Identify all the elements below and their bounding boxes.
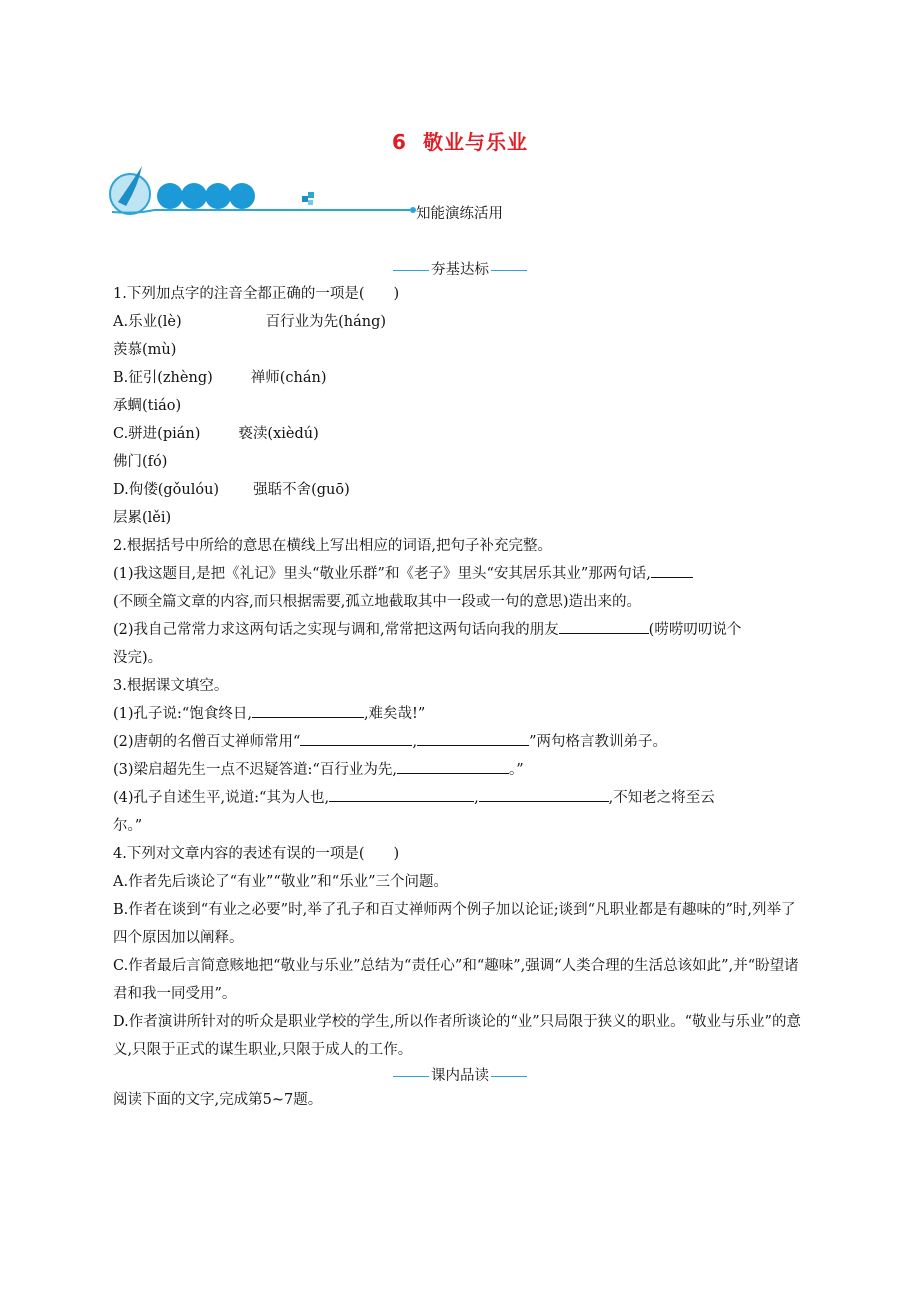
answer-blank[interactable] — [329, 785, 474, 802]
q1-option-c: C.骈进(pián) 亵渎(xièdú) — [113, 426, 319, 442]
answer-blank[interactable] — [479, 785, 609, 802]
q1-option-d: D.佝偻(gǒulóu) 强聒不舍(guō) — [113, 482, 350, 498]
q1-stem: 1.下列加点字的注音全都正确的一项是( ) — [113, 286, 400, 302]
banner-label: 知能演练活用 — [416, 206, 503, 222]
q1-option-b-cont: 承蜩(tiáo) — [113, 398, 182, 414]
exercise-content — [113, 280, 808, 1064]
q2-item-2-cont: 没完)。 — [113, 650, 163, 666]
reading-intro: 阅读下面的文字,完成第5~7题。 — [113, 1092, 323, 1108]
q1-option-b: B.征引(zhèng) 禅师(chán) — [113, 370, 327, 386]
section-heading-basic: 夯基达标 — [0, 258, 920, 279]
q2-item-1-cont: (不顾全篇文章的内容,而只根据需要,孤立地截取其中一段或一句的意思)造出来的。 — [113, 594, 642, 610]
q2-stem: 2.根据括号中所给的意思在横线上写出相应的词语,把句子补充完整。 — [113, 538, 552, 554]
q3-item-1: (1)孔子说:“饱食终日, ,难矣哉!” — [113, 700, 808, 728]
q4-option-d: D.作者演讲所针对的听众是职业学校的学生,所以作者所谈论的“业”只局限于狭义的职业。“敬业与乐业”的意义,只限于正式的谋生职业,只限于成人的工作。 — [113, 1014, 801, 1058]
q1-option-d-cont: 层累(lěi) — [113, 510, 172, 526]
section-heading-reading: 课内品读 — [0, 1064, 920, 1085]
answer-blank[interactable] — [397, 757, 509, 774]
q4-stem: 4.下列对文章内容的表述有误的一项是( ) — [113, 846, 400, 862]
q1-option-a-cont: 羡慕(mù) — [113, 342, 177, 358]
q1-option-a: A.乐业(lè) 百行业为先(háng) — [113, 314, 387, 330]
q3-item-4: (4)孔子自述生平,说道:“其为人也, , ,不知老之将至云 — [113, 784, 808, 812]
q3-stem: 3.根据课文填空。 — [113, 678, 229, 694]
answer-blank[interactable] — [417, 729, 529, 746]
q3-item-2: (2)唐朝的名僧百丈禅师常用“ , ”两句格言教训弟子。 — [113, 728, 808, 756]
answer-blank[interactable] — [559, 617, 649, 634]
q4-option-a: A.作者先后谈论了“有业”“敬业”和“乐业”三个问题。 — [113, 874, 449, 890]
q2-item-2: (2)我自己常常力求这两句话之实现与调和,常常把这两句话向我的朋友 (唠唠叨叨说个 — [113, 616, 808, 644]
answer-blank[interactable] — [252, 701, 364, 718]
answer-blank[interactable] — [300, 729, 412, 746]
lesson-number: 6 — [392, 130, 407, 154]
answer-blank[interactable] — [651, 561, 693, 578]
q2-item-1: (1)我这题目,是把《礼记》里头“敬业乐群”和《老子》里头“安其居乐其业”那两句话, — [113, 560, 808, 588]
q3-item-3: (3)梁启超先生一点不迟疑答道:“百行业为先, 。” — [113, 756, 808, 784]
q1-option-c-cont: 佛门(fó) — [113, 454, 168, 470]
q4-option-c: C.作者最后言简意赅地把“敬业与乐业”总结为“责任心”和“趣味”,强调“人类合理的生活总该如此”,并“盼望诸君和我一同受用”。 — [113, 958, 799, 1002]
page-title — [0, 126, 920, 155]
q4-option-b: B.作者在谈到“有业之必要”时,举了孔子和百丈禅师两个例子加以论证;谈到“凡职业都是有趣味的”时,列举了四个原因加以阐释。 — [113, 902, 796, 946]
lesson-title: 敬业与乐业 — [422, 130, 528, 154]
q3-item-4-cont: 尔。” — [113, 818, 143, 834]
